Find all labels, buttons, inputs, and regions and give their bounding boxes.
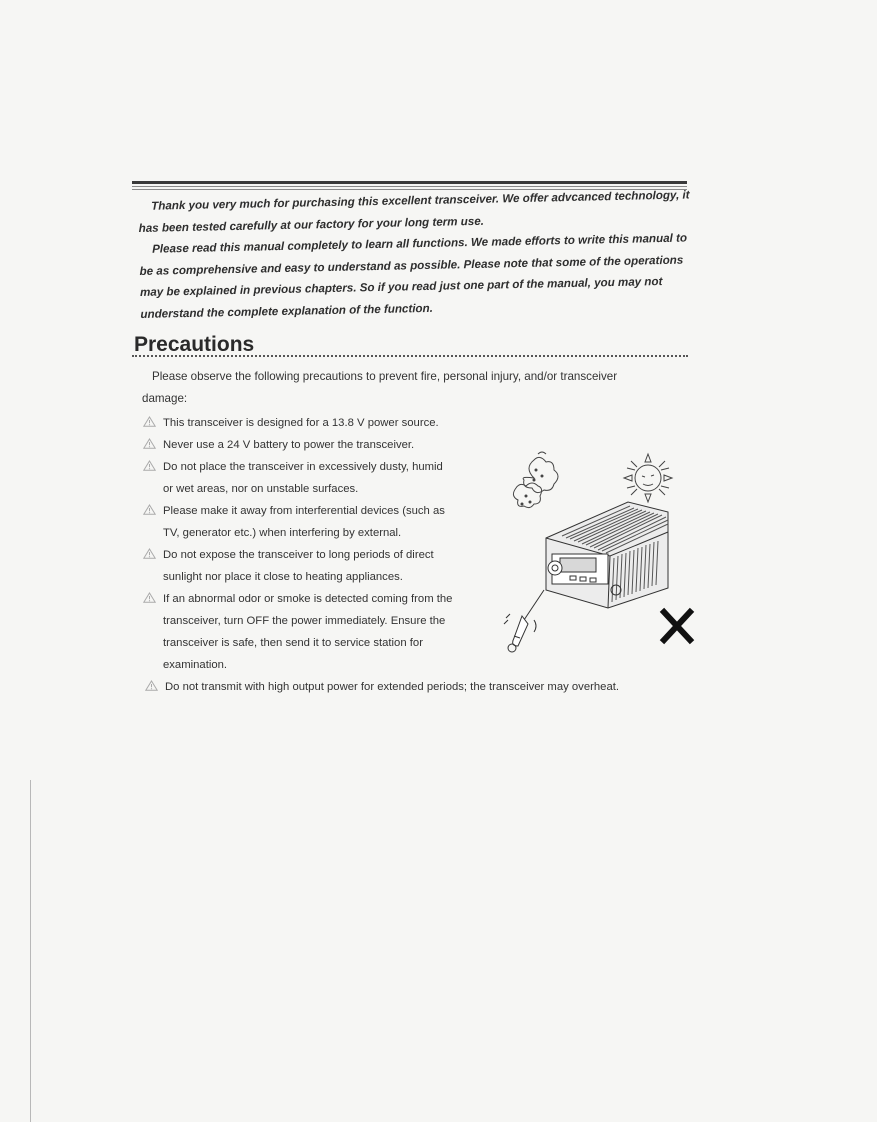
intro-paragraph-1: Thank you very much for purchasing this excellent transceiver. We offer advcanced technology, it has been tested carefully at our factory for your long term use.: [138, 188, 690, 235]
lead-line-2: damage:: [142, 392, 188, 405]
sun-icon: [624, 454, 672, 502]
precaution-text: Never use a 24 V battery to power the transceiver.: [163, 439, 415, 451]
section-title: Precautions: [134, 333, 255, 356]
warning-triangle-icon: [145, 677, 159, 699]
precaution-item-5: [143, 544, 434, 588]
precaution-text: Do not transmit with high output power for extended periods; the transceiver may overheat.: [165, 681, 619, 693]
warning-triangle-icon: [143, 545, 157, 567]
precaution-text: This transceiver is designed for a 13.8 V power source.: [163, 417, 439, 429]
precaution-item-4: [143, 500, 445, 544]
precaution-item-3: [143, 456, 443, 500]
warning-triangle-icon: [143, 589, 157, 611]
precaution-item-2: [143, 434, 414, 457]
intro-paragraph-2: Please read this manual completely to learn all functions. We made efforts to write this manual to be as comprehensive and easy to understand as possible. Please note that some of the operations may be explained in previous chapters. So if you read just one part of the manual, you may not understand the complete explanation of the function.: [139, 231, 688, 321]
precaution-item-7: [145, 676, 619, 699]
precaution-item-6: [143, 588, 493, 676]
precaution-text: If an abnormal odor or smoke is detected coming from the transceiver, turn OFF the power immediately. Ensure the transceiver is safe, then send it to service station for examination.: [163, 593, 453, 671]
precautions-lead: [142, 366, 687, 410]
screwdriver-icon: [504, 590, 544, 652]
precaution-text: Do not place the transceiver in excessively dusty, humid or wet areas, nor on unstable surfaces.: [163, 461, 443, 495]
precaution-item-1: [143, 412, 439, 435]
water-drops-icon: [513, 452, 558, 508]
warning-triangle-icon: [143, 501, 157, 523]
lead-line-1: Please observe the following precautions to prevent fire, personal injury, and/or transceiver: [152, 370, 618, 383]
precaution-text: Do not expose the transceiver to long periods of direct sunlight nor place it close to heating appliances.: [163, 549, 434, 583]
cross-mark-icon: [664, 612, 690, 640]
intro-text: [138, 184, 693, 325]
section-divider: [132, 355, 688, 357]
warning-triangle-icon: [143, 435, 157, 457]
precautions-illustration: [500, 440, 710, 655]
precaution-text: Please make it away from interferential devices (such as TV, generator etc.) when interfering by external.: [163, 505, 445, 539]
scan-edge: [30, 780, 31, 1122]
transceiver-icon: [546, 502, 668, 608]
warning-triangle-icon: [143, 457, 157, 479]
warning-triangle-icon: [143, 413, 157, 435]
